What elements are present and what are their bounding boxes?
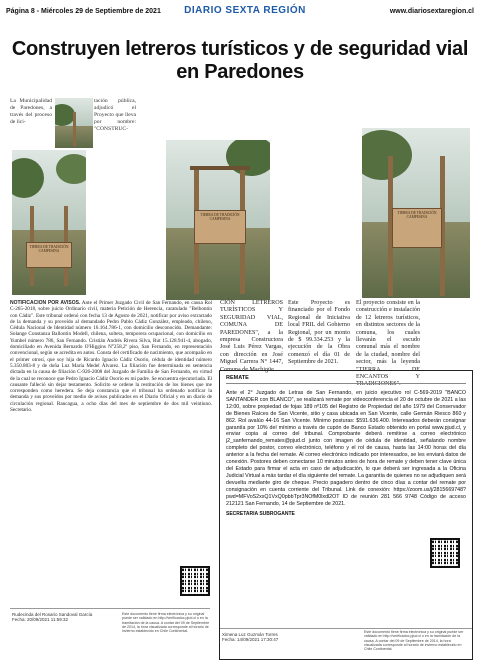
photo-sign-center (166, 140, 270, 300)
headline: Construyen letreros turísticos y de seguridad vial en Paredones (11, 38, 469, 83)
remate-title: REMATE (226, 375, 466, 384)
remate-signature (222, 632, 332, 643)
remate-signer: Ximena Luz Guzmán Torres (222, 632, 278, 637)
legal-notice (10, 300, 212, 562)
notice-signed-date: Fecha: 20/09/2021 11:59:32 (12, 617, 68, 623)
notice-text: Ante el Primer Juzgado Civil de San Fernando, en causa Rol C-265-2018, sobre juicio Ordinario civil, materia Petición de Herencia, caratulado "Belbontin con Cádiz". Este tribunal ordenó con fecha 13 de Agosto de 2021, notificar por aviso extractado de la demanda y su proveído al demandado Pedro Pablo Cádiz González, empleado, chileno, Cédula Nacional de Identidad número 16.164.786-1, con domicilio desconocido. Demandante: Solange Constanza Ballontin Modell, chilena, soltera, temporera ocupacional, con domicilio en Yumbel número 786, San Fernando. Cristián Andrés Rivera Silva, Rut 15.128.941-4, abogado, domiciliado en Avenida Bernardo O'Higgins N°258,2º piso, San Fernando, en representación convencional, según se acredita en autos. Consta del certificado de nacimiento, que acompaño en el primer otrosí, que soy hija de Ricardo Ignacio Cádiz Osorio, cédula de identidad número 5.350.803-8 y de doña Luz María Medel Álvarez. La filiación fue determinada en sentencia dictada en la causa de filiación C-926-2008 del Juzgado de Familia de San Fernando, en virtud de la cual se reconoce que Pedro Ignacio Cádiz Osorio es mi padre. Se encuentra ejecutoriada. El causante falleció sin dejar testamento. Solicito se ordene la restitución de los bienes que me corresponden como heredera. Se deja constancia que el tribunal ha ordenado notificar la demanda y sus proveídos por medio de avisos publicados en el Diario Oficial y en un diario de circulación regional. Rancagua, a ocho días del mes de septiembre de dos mil veintiuno. Secretario. (10, 300, 212, 414)
notice-signature (12, 612, 122, 623)
divider (10, 608, 210, 609)
remate-notice (219, 370, 473, 660)
sign-board (392, 208, 442, 248)
sign-label: TIERRA DE TRADICIÓN CAMPESINA (397, 211, 437, 220)
notice-title: NOTIFICACIÓN POR AVISOS. (10, 300, 81, 306)
lead-left: La Municipalidad de Paredones, a través del proceso de lici- (10, 98, 52, 125)
notice-signer: Rudecinda del Rosario Sandoval García (12, 612, 93, 617)
lead-right: tación pública, adjudicó el Proyecto que lleva por nombre: "CONSTRUC- (94, 98, 136, 132)
photo-sign-left (12, 150, 86, 295)
divider (220, 628, 472, 629)
qr-code-notice[interactable] (180, 566, 210, 596)
page-info: Página 8 - Miércoles 29 de Septiembre de 2021 (6, 8, 161, 15)
article-paragraph-2: Este Proyecto es financiado por el Fondo Regional de Iniciativa local FRIL del Gobierno Regional, por un monto de $ 99.334.253 y la ejecución de la Obra comenzó el día 01 de Septiembre de 2021. (288, 300, 350, 366)
remate-fine-print: Este documento tiene firma electrónica y su original puede ser validado en http://verificadoc.pjud.cl o en la tramitación de la causa. A contar del 09 de Septiembre de 2014, la hora visualizada corresponde al horario de invierno establecido en Chile Continental. (364, 630, 464, 652)
sign-board (194, 210, 246, 244)
sign-board (26, 242, 72, 268)
remate-text: Ante el 2° Juzgado de Letras de San Fernando, en juicio ejecutivo rol C-569-2019 "BANCO SANTANDER con BLANCO", se realizará remate por videoconferencia el 20 de octubre de 2021 a las 12:00, sobre propiedad de fojas 189 nº105 del Registro de Propiedad del año 1979 del Conservador de Bienes Raíces de San Vicente, sitio y casa ubicada en San Vicente, calle Germán Riesco 860 y 862. Rol avalúo 44-16 San Vicente. Mínimo posturas: $591.636.400. Interesados deberán consignar garantía por 10% del mínimo a través de cupón de Banco Estado obtenido en portal www.pjud.cl, y enviar copia al correo del tribunal. Comprobante deberá remitirse a correo electrónico j2_sanfernando_remates@pjud.cl junto con imagen de cédula de identidad, señalando nombre completo del postor, correo electrónico, teléfono y el rol de causa, hasta las 14:00 horas del día anterior a la fecha del remate. Al correo electrónico indicado por interesados, se les enviará datos de conexión. Postores deben conectarse 10 minutos antes de hora de remate y deben tener clave única del Estado para firmar el acta en caso de adjudicación, lo que deberá ser ingresada a la Oficina Judicial Virtual a más tardar el día siguiente del remate. La garantía de quienes no se adjudiquen será devuelta mediante giro de cheque. Precio pagadero dentro de cinco días a contar del remate por consignación en cuenta corriente del Tribunal. Link de conexión: https://zoom.us/j/2815669748?pwd=MFVoS2xxQ1VxQ0pbbTpr3NOfM0lxdl2OT ID de reunión 281 566 9748 Código de acceso 212121 San Fernando, 14 de Septiembre de 2021. (226, 390, 466, 507)
sign-label: TIERRA DE TRADICIÓN CAMPESINA (29, 245, 69, 254)
remate-footer-label: SECRETARIA SUBROGANTE (226, 511, 295, 518)
newspaper-url[interactable]: www.diariosextaregion.cl (389, 8, 474, 15)
article-paragraph-3: El proyecto consiste en la construcción e instalación de 12 letreros turísticos, en distintos sectores de la comuna, los cuales llevarán el escudo comunal más el nombre de la ciudad, nombre del sector, más la leyenda "TIERRA DE ENCANTOS Y TRADICIONES". (356, 300, 420, 388)
qr-code-remate[interactable] (430, 538, 460, 568)
article-paragraph-1: CIÓN LETREROS TURÍSTICOS Y SEGURIDAD VIAL, COMUNA DE PAREDONES", a la empresa Constructora José Luis Pérez Vargas, con dirección en José Miguel Carrera N° 1447, Comuna de Machigüe. (220, 300, 283, 373)
remate-signed-date: Fecha: 14/09/2021 17:30:47 (222, 637, 279, 643)
notice-fine-print: Este documento tiene firma electrónica y su original puede ser validado en http://verificadoc.pjud.cl o en la tramitación de la causa. A contar del 09 de Septiembre de 2014, la hora visualizada corresponde al horario de invierno establecido en Chile Continental. (122, 612, 210, 634)
masthead (6, 4, 474, 20)
photo-post-small (55, 98, 93, 148)
sign-label: TIERRA DE TRADICIÓN CAMPESINA (200, 213, 240, 222)
newspaper-brand: DIARIO SEXTA REGIÓN (180, 4, 310, 18)
photo-sign-right (362, 128, 470, 298)
